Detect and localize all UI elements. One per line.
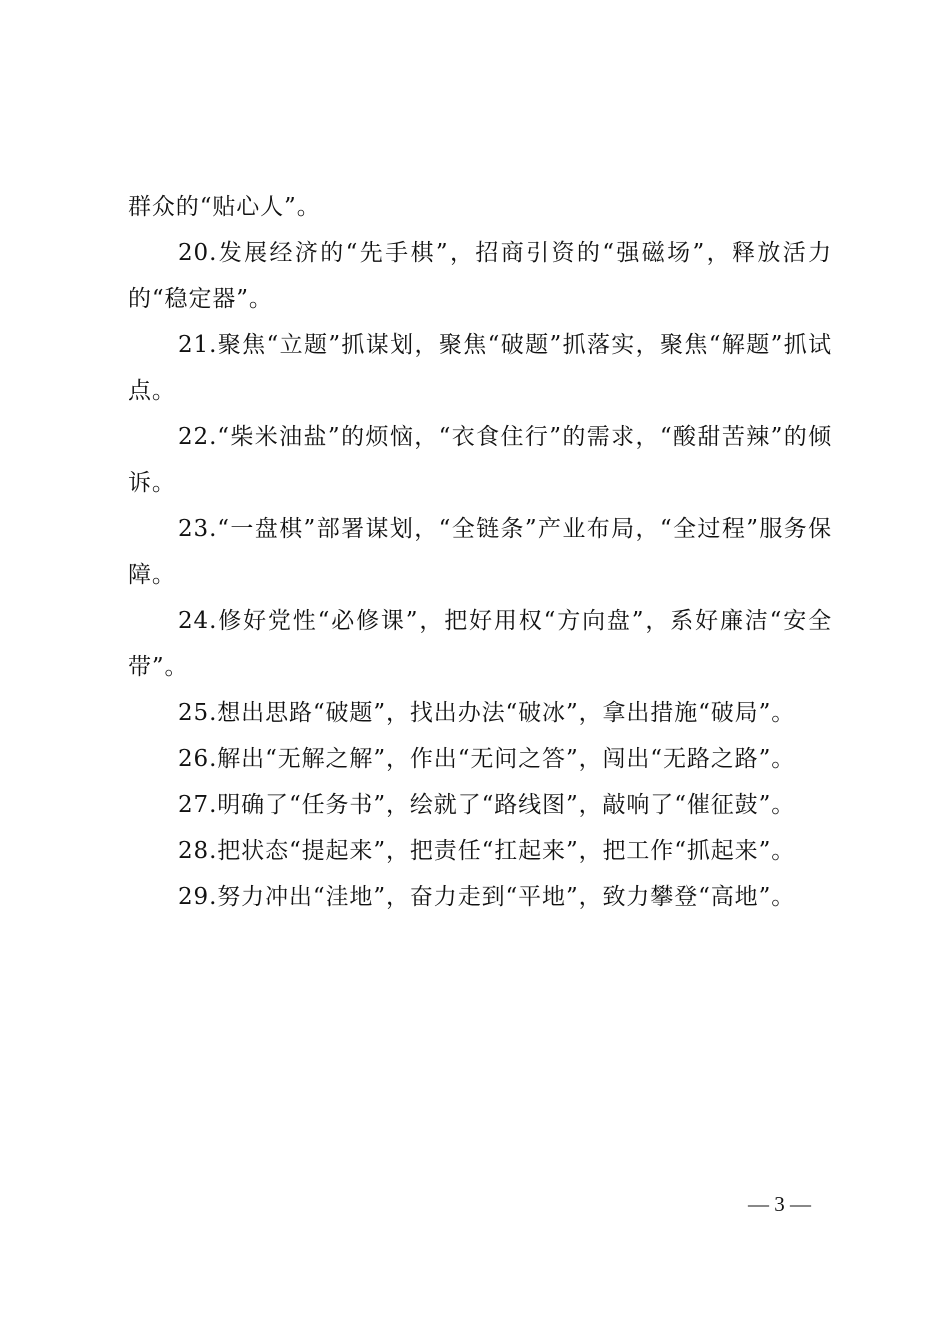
list-item-26: 26.解出“无解之解”，作出“无问之答”，闯出“无路之路”。 [178, 746, 796, 772]
page-number: — 3 — [748, 1192, 811, 1216]
list-item-24: 24.修好党性“必修课”，把好用权“方向盘”，系好廉洁“安全带”。 [128, 608, 832, 680]
list-item-25: 25.想出思路“破题”，找出办法“破冰”，拿出措施“破局”。 [178, 700, 796, 726]
list-item-20: 20.发展经济的“先手棋”，招商引资的“强磁场”，释放活力的“稳定器”。 [128, 240, 832, 312]
list-item-29: 29.努力冲出“洼地”，奋力走到“平地”，致力攀登“高地”。 [178, 884, 796, 910]
document-body [128, 184, 832, 920]
continuation-paragraph: 群众的“贴心人”。 [128, 194, 321, 220]
list-item-22: 22.“柴米油盐”的烦恼，“衣食住行”的需求，“酸甜苦辣”的倾诉。 [128, 424, 832, 496]
list-item-28: 28.把状态“提起来”，把责任“扛起来”，把工作“抓起来”。 [178, 838, 796, 864]
list-item-23: 23.“一盘棋”部署谋划，“全链条”产业布局，“全过程”服务保障。 [128, 516, 832, 588]
list-item-27: 27.明确了“任务书”，绘就了“路线图”，敲响了“催征鼓”。 [178, 792, 796, 818]
list-item-21: 21.聚焦“立题”抓谋划，聚焦“破题”抓落实，聚焦“解题”抓试点。 [128, 332, 832, 404]
